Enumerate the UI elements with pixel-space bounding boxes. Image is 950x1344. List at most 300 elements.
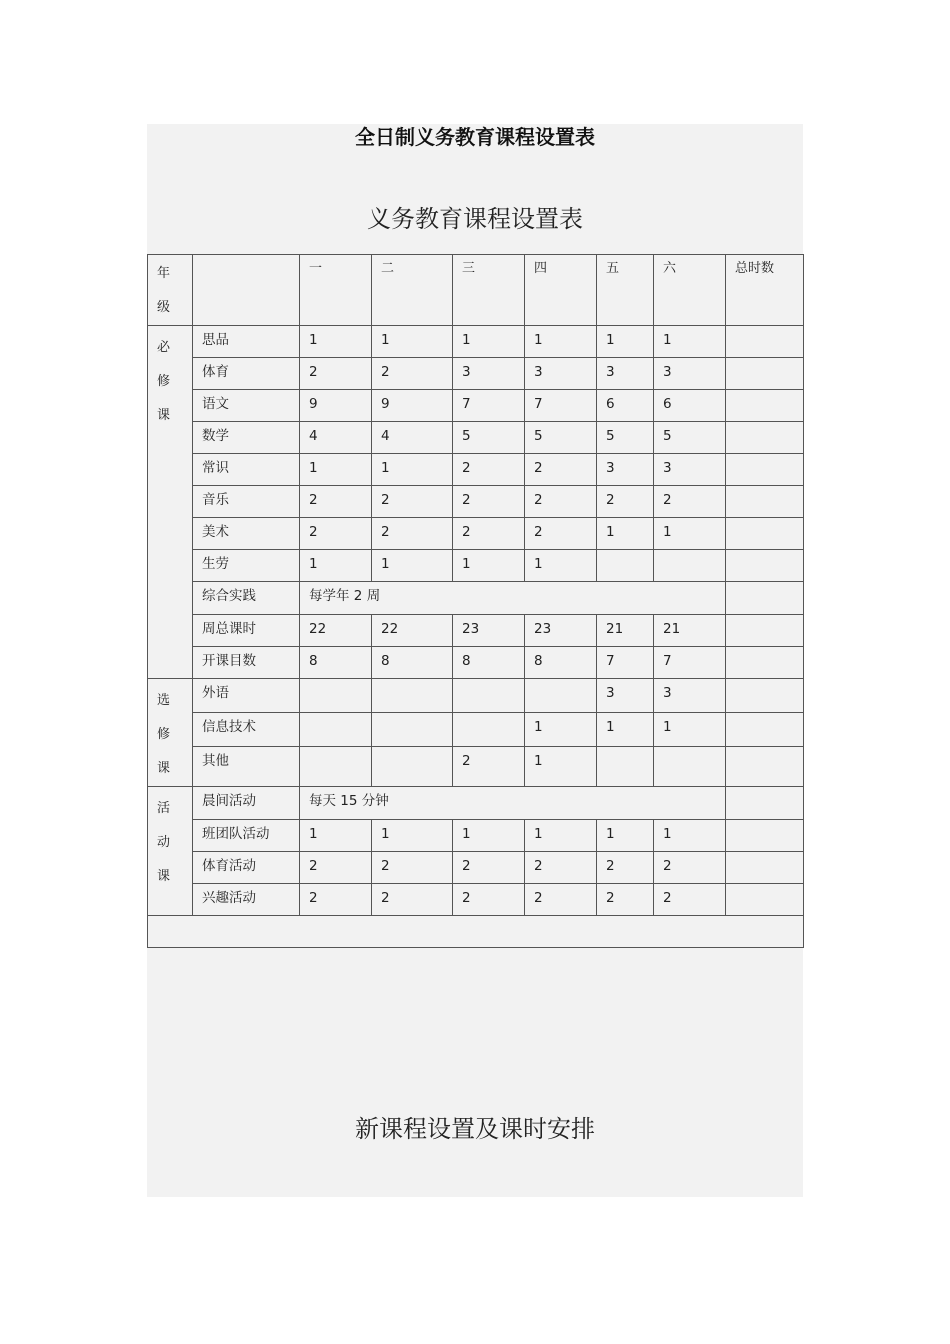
hours-cell — [372, 518, 453, 550]
hours-cell — [525, 884, 597, 916]
hours-value — [372, 747, 452, 753]
total-cell — [726, 326, 804, 358]
hours-value: 5 — [606, 428, 615, 444]
hours-cell — [300, 326, 372, 358]
hours-cell — [453, 820, 525, 852]
hours-value: 2 — [309, 524, 318, 540]
total-cell — [726, 390, 804, 422]
hours-value: 1 — [462, 332, 471, 348]
hours-value: 2 — [381, 858, 390, 874]
hours-cell — [372, 550, 453, 582]
hours-cell — [372, 747, 453, 787]
hours-cell — [300, 820, 372, 852]
hours-cell — [654, 747, 726, 787]
hours-value: 5 — [534, 428, 543, 444]
hours-value — [300, 679, 371, 685]
note-prefix: 每学年 — [309, 588, 350, 604]
hours-value: 7 — [534, 396, 543, 412]
hours-cell — [654, 713, 726, 747]
hours-value: 21 — [663, 621, 681, 637]
hours-cell — [525, 358, 597, 390]
subject-cell — [193, 454, 300, 486]
grade-header: 五 — [606, 261, 620, 276]
subject-cell — [193, 518, 300, 550]
hours-cell — [372, 713, 453, 747]
hours-cell — [300, 454, 372, 486]
category-char: 课 — [157, 761, 171, 776]
hours-value — [597, 747, 653, 753]
hours-value: 7 — [606, 653, 615, 669]
hours-cell — [597, 820, 654, 852]
table-row — [148, 422, 804, 454]
note-prefix: 每天 — [309, 793, 336, 809]
hours-cell — [597, 486, 654, 518]
hours-cell — [453, 884, 525, 916]
hours-cell — [597, 518, 654, 550]
hours-value: 2 — [381, 492, 390, 508]
hours-value: 1 — [534, 332, 543, 348]
hours-value: 2 — [309, 890, 318, 906]
hours-cell — [525, 326, 597, 358]
hours-value: 3 — [663, 460, 672, 476]
document-page — [147, 124, 803, 1197]
hours-cell — [453, 615, 525, 647]
total-cell — [726, 454, 804, 486]
category-char: 必 — [157, 340, 171, 355]
hours-value: 5 — [462, 428, 471, 444]
hours-cell — [654, 422, 726, 454]
hours-cell — [654, 550, 726, 582]
note-suffix: 周 — [366, 588, 381, 604]
table-row — [148, 852, 804, 884]
hours-value: 5 — [663, 428, 672, 444]
subject-cell — [193, 647, 300, 679]
hours-value: 1 — [663, 332, 672, 348]
hours-value: 1 — [534, 826, 543, 842]
blank-cell — [148, 916, 804, 948]
grade-label-char: 年 — [157, 266, 171, 281]
total-cell — [726, 787, 804, 820]
hours-cell — [300, 358, 372, 390]
hours-value: 3 — [606, 685, 615, 701]
hours-value: 1 — [309, 556, 318, 572]
hours-value — [597, 550, 653, 556]
hours-cell — [654, 820, 726, 852]
hours-value: 22 — [309, 621, 327, 637]
table-row — [148, 550, 804, 582]
hours-value: 2 — [309, 492, 318, 508]
hours-cell — [372, 486, 453, 518]
hours-cell — [372, 647, 453, 679]
hours-cell — [654, 486, 726, 518]
hours-value: 23 — [462, 621, 480, 637]
hours-value: 23 — [534, 621, 552, 637]
table-row — [148, 486, 804, 518]
hours-value — [654, 550, 725, 556]
hours-value: 1 — [309, 826, 318, 842]
hours-value: 1 — [663, 826, 672, 842]
subject-name: 外语 — [202, 685, 229, 701]
hours-value: 9 — [381, 396, 390, 412]
hours-cell — [372, 422, 453, 454]
table-row — [148, 787, 804, 820]
hours-value: 1 — [606, 826, 615, 842]
subject-cell — [193, 326, 300, 358]
hours-cell — [453, 550, 525, 582]
hours-cell — [453, 518, 525, 550]
total-cell — [726, 679, 804, 713]
table-row — [148, 679, 804, 713]
grade-header: 四 — [534, 261, 548, 276]
hours-value: 8 — [462, 653, 471, 669]
hours-cell — [654, 615, 726, 647]
table-row — [148, 582, 804, 615]
subject-cell — [193, 550, 300, 582]
hours-cell — [525, 615, 597, 647]
hours-value: 1 — [534, 719, 543, 736]
subject-cell — [193, 747, 300, 787]
subject-cell — [193, 422, 300, 454]
hours-cell — [372, 454, 453, 486]
note-number: 2 — [353, 588, 363, 604]
hours-value: 2 — [534, 858, 543, 874]
hours-value: 3 — [534, 364, 543, 380]
total-cell — [726, 713, 804, 747]
hours-value: 2 — [381, 524, 390, 540]
category-char: 选 — [157, 693, 171, 708]
hours-cell — [525, 518, 597, 550]
hours-value: 2 — [663, 890, 672, 906]
hours-value: 9 — [309, 396, 318, 412]
table-row — [148, 326, 804, 358]
grade-label-char: 级 — [157, 300, 171, 315]
hours-value: 1 — [462, 826, 471, 842]
hours-value: 2 — [606, 858, 615, 874]
hours-cell — [654, 390, 726, 422]
subject-name: 音乐 — [202, 492, 229, 508]
curriculum-table — [147, 254, 804, 948]
subject-cell — [193, 679, 300, 713]
total-cell — [726, 550, 804, 582]
hours-cell — [654, 647, 726, 679]
activity-category-cell — [148, 787, 193, 916]
category-char: 课 — [157, 869, 171, 884]
hours-cell — [597, 326, 654, 358]
total-header: 总时数 — [735, 261, 775, 276]
hours-value: 2 — [663, 858, 672, 874]
total-cell — [726, 647, 804, 679]
grade-header-cell — [597, 255, 654, 326]
hours-value: 3 — [663, 685, 672, 701]
hours-value — [654, 747, 725, 753]
hours-cell — [525, 550, 597, 582]
hours-value — [372, 679, 452, 685]
merged-note-cell — [300, 787, 726, 820]
subject-name: 综合实践 — [202, 588, 256, 604]
hours-cell — [597, 550, 654, 582]
category-char: 修 — [157, 374, 171, 389]
hours-cell — [372, 884, 453, 916]
hours-value: 1 — [381, 556, 390, 572]
grade-label-cell — [148, 255, 193, 326]
hours-value: 1 — [381, 826, 390, 842]
hours-cell — [300, 713, 372, 747]
hours-cell — [597, 647, 654, 679]
hours-value: 3 — [462, 364, 471, 380]
hours-cell — [300, 615, 372, 647]
hours-value: 8 — [534, 653, 543, 669]
hours-value — [453, 679, 524, 685]
hours-cell — [525, 713, 597, 747]
hours-cell — [372, 358, 453, 390]
table-row — [148, 647, 804, 679]
subject-cell — [193, 884, 300, 916]
total-cell — [726, 884, 804, 916]
table-row — [148, 713, 804, 747]
hours-cell — [453, 852, 525, 884]
hours-value: 1 — [663, 719, 672, 736]
hours-cell — [453, 358, 525, 390]
hours-cell — [654, 326, 726, 358]
subject-name: 开课目数 — [202, 653, 256, 669]
hours-cell — [300, 422, 372, 454]
subject-name: 信息技术 — [202, 719, 256, 736]
subject-name: 思品 — [202, 332, 229, 348]
note-number: 15 — [340, 793, 358, 809]
hours-value: 7 — [462, 396, 471, 412]
hours-cell — [372, 679, 453, 713]
hours-cell — [453, 326, 525, 358]
hours-value — [372, 713, 452, 719]
hours-value: 2 — [309, 364, 318, 380]
hours-cell — [654, 679, 726, 713]
subject-cell — [193, 713, 300, 747]
sub-title: 义务教育课程设置表 — [367, 205, 583, 233]
grade-header-cell — [453, 255, 525, 326]
total-cell — [726, 820, 804, 852]
table-row — [148, 884, 804, 916]
hours-cell — [300, 679, 372, 713]
hours-value: 1 — [309, 332, 318, 348]
hours-cell — [453, 713, 525, 747]
subject-cell — [193, 390, 300, 422]
hours-value: 2 — [462, 890, 471, 906]
blank-row — [148, 916, 804, 948]
total-cell — [726, 486, 804, 518]
hours-cell — [597, 422, 654, 454]
hours-value: 2 — [606, 492, 615, 508]
hours-cell — [525, 454, 597, 486]
hours-cell — [300, 550, 372, 582]
hours-value: 1 — [381, 460, 390, 476]
hours-value: 1 — [309, 460, 318, 476]
hours-value: 1 — [462, 556, 471, 572]
subject-cell — [193, 615, 300, 647]
hours-value: 6 — [606, 396, 615, 412]
hours-value: 2 — [663, 492, 672, 508]
subject-name: 美术 — [202, 524, 229, 540]
hours-value: 2 — [462, 753, 471, 770]
hours-cell — [453, 679, 525, 713]
hours-cell — [525, 486, 597, 518]
hours-cell — [453, 390, 525, 422]
hours-cell — [372, 820, 453, 852]
subject-cell — [193, 787, 300, 820]
hours-cell — [654, 852, 726, 884]
subject-name: 语文 — [202, 396, 229, 412]
note-text — [300, 787, 725, 809]
merged-note-cell — [300, 582, 726, 615]
hours-value: 1 — [606, 332, 615, 348]
subject-cell — [193, 358, 300, 390]
hours-cell — [300, 747, 372, 787]
hours-cell — [597, 884, 654, 916]
hours-cell — [525, 747, 597, 787]
hours-value: 1 — [606, 524, 615, 540]
grade-header: 六 — [663, 261, 677, 276]
subject-name: 其他 — [202, 753, 229, 770]
category-char: 动 — [157, 835, 171, 850]
hours-cell — [453, 422, 525, 454]
hours-value: 4 — [309, 428, 318, 444]
hours-cell — [453, 647, 525, 679]
hours-cell — [453, 747, 525, 787]
hours-value — [453, 713, 524, 719]
note-text — [300, 582, 725, 604]
hours-cell — [300, 647, 372, 679]
grade-header: 二 — [381, 261, 395, 276]
table-row — [148, 747, 804, 787]
hours-cell — [597, 852, 654, 884]
hours-value: 8 — [381, 653, 390, 669]
hours-cell — [372, 326, 453, 358]
hours-value: 1 — [534, 753, 543, 770]
hours-cell — [597, 679, 654, 713]
hours-cell — [525, 820, 597, 852]
category-char: 修 — [157, 727, 171, 742]
grade-header-cell — [300, 255, 372, 326]
hours-value: 2 — [462, 492, 471, 508]
hours-value: 2 — [462, 524, 471, 540]
subject-name: 班团队活动 — [202, 826, 270, 842]
subject-cell — [193, 852, 300, 884]
hours-value — [525, 679, 596, 685]
hours-value: 21 — [606, 621, 624, 637]
total-cell — [726, 615, 804, 647]
table-row — [148, 615, 804, 647]
hours-value: 2 — [462, 460, 471, 476]
subject-name: 常识 — [202, 460, 229, 476]
total-cell — [726, 747, 804, 787]
hours-cell — [525, 647, 597, 679]
hours-cell — [300, 852, 372, 884]
hours-cell — [525, 679, 597, 713]
hours-value: 2 — [381, 364, 390, 380]
hours-value: 8 — [309, 653, 318, 669]
hours-value: 3 — [606, 460, 615, 476]
grade-header-cell — [372, 255, 453, 326]
grade-header: 三 — [462, 261, 476, 276]
hours-value: 1 — [663, 524, 672, 540]
hours-cell — [654, 358, 726, 390]
hours-cell — [300, 884, 372, 916]
hours-value: 3 — [606, 364, 615, 380]
total-cell — [726, 582, 804, 615]
hours-cell — [654, 518, 726, 550]
hours-value: 2 — [309, 858, 318, 874]
hours-cell — [597, 615, 654, 647]
footer-title: 新课程设置及课时安排 — [355, 1115, 595, 1143]
required-category-cell — [148, 326, 193, 679]
hours-value — [300, 713, 371, 719]
table-row — [148, 518, 804, 550]
total-header-cell — [726, 255, 804, 326]
hours-value: 7 — [663, 653, 672, 669]
hours-value: 2 — [534, 460, 543, 476]
hours-cell — [372, 615, 453, 647]
subject-name: 数学 — [202, 428, 229, 444]
hours-cell — [372, 390, 453, 422]
hours-value: 3 — [663, 364, 672, 380]
hours-cell — [300, 518, 372, 550]
subject-header-cell — [193, 255, 300, 326]
subject-name: 兴趣活动 — [202, 890, 256, 906]
total-cell — [726, 518, 804, 550]
hours-value: 2 — [462, 858, 471, 874]
hours-value: 1 — [381, 332, 390, 348]
hours-cell — [654, 454, 726, 486]
table-row — [148, 454, 804, 486]
hours-cell — [453, 486, 525, 518]
hours-value: 2 — [534, 890, 543, 906]
hours-cell — [372, 852, 453, 884]
hours-value: 1 — [606, 719, 615, 736]
subject-name: 体育活动 — [202, 858, 256, 874]
subject-name: 周总课时 — [202, 621, 256, 637]
hours-cell — [597, 713, 654, 747]
grade-header: 一 — [309, 261, 323, 276]
subject-cell — [193, 582, 300, 615]
hours-cell — [300, 390, 372, 422]
total-cell — [726, 852, 804, 884]
subject-name: 生劳 — [202, 556, 229, 572]
hours-value: 1 — [534, 556, 543, 572]
table-row — [148, 390, 804, 422]
hours-cell — [597, 747, 654, 787]
hours-cell — [597, 358, 654, 390]
hours-cell — [453, 454, 525, 486]
hours-value — [300, 747, 371, 753]
elective-category-cell — [148, 679, 193, 787]
table-row — [148, 820, 804, 852]
hours-cell — [525, 852, 597, 884]
hours-value: 4 — [381, 428, 390, 444]
header-row — [148, 255, 804, 326]
category-char: 课 — [157, 408, 171, 423]
note-suffix: 分钟 — [361, 793, 389, 809]
hours-value: 2 — [534, 492, 543, 508]
total-cell — [726, 422, 804, 454]
subject-name: 晨间活动 — [202, 793, 256, 809]
hours-value: 2 — [381, 890, 390, 906]
hours-value: 6 — [663, 396, 672, 412]
main-title: 全日制义务教育课程设置表 — [355, 125, 595, 149]
hours-cell — [654, 884, 726, 916]
hours-value: 2 — [534, 524, 543, 540]
subject-cell — [193, 486, 300, 518]
category-char: 活 — [157, 801, 171, 816]
hours-cell — [597, 390, 654, 422]
